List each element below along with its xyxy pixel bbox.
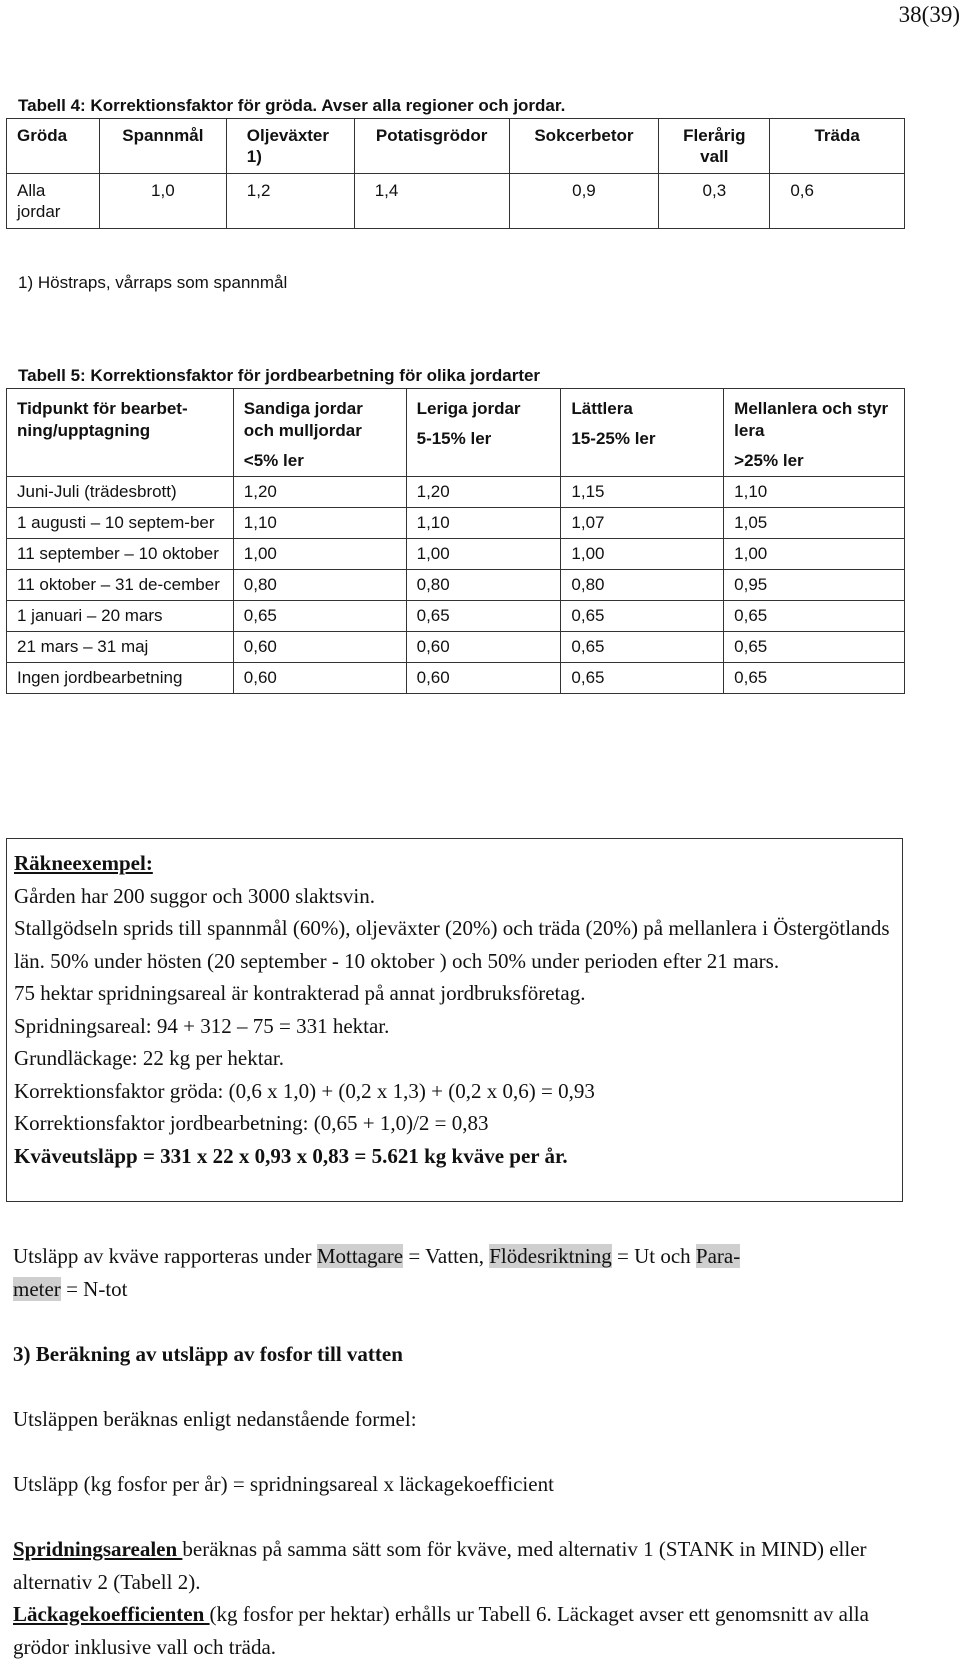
table5-cell: 0,65 (561, 632, 724, 663)
table4-caption: Tabell 4: Korrektionsfaktor för gröda. Avser alla regioner och jordar. (18, 96, 566, 115)
table5-header-title: Lättlera (571, 399, 633, 418)
table5-header-sub: <5% ler (243, 451, 304, 470)
table5-cell: 0,65 (233, 601, 406, 632)
table5-header-cell (724, 389, 905, 477)
table5-header-sub: >25% ler (734, 451, 804, 470)
report-text: = Ut och (611, 1244, 696, 1268)
example-line: 75 hektar spridningsareal är kontrakterad på annat jordbruksföretag. (14, 981, 586, 1005)
table5-header-row (7, 389, 905, 477)
table5-cell: 0,65 (561, 663, 724, 694)
table4-header-cell: Oljeväxter 1) (226, 119, 354, 174)
table-row (7, 508, 905, 539)
table4-cell: 0,6 (770, 174, 905, 229)
table5-cell: 0,65 (724, 632, 905, 663)
table5-cell: 0,65 (561, 601, 724, 632)
table4-cell: Alla jordar (7, 174, 100, 229)
table-row (7, 601, 905, 632)
table4-header-cell: Spannmål (99, 119, 226, 174)
table4-cell: 1,4 (354, 174, 509, 229)
table5-header-cell (233, 389, 406, 477)
highlight-parameter: meter (13, 1277, 61, 1301)
report-paragraph (13, 1240, 893, 1306)
table4-cell: 1,2 (226, 174, 354, 229)
example-heading: Räkneexempel: (14, 851, 153, 875)
table5-cell: 0,65 (406, 601, 561, 632)
table-row (7, 477, 905, 508)
table5-cell: 21 mars – 31 maj (7, 632, 234, 663)
example-line: Stallgödseln sprids till spannmål (60%), oljeväxter (20%) och träda (20%) på mellanlera i Östergötlands län. 50% under hösten (20 september - 10 oktober ) och 50% under perioden efter 21 mars. (14, 916, 890, 973)
table5-cell: 1,15 (561, 477, 724, 508)
table5-cell: 1,10 (406, 508, 561, 539)
table5-header-title: Leriga jordar (416, 399, 521, 418)
table4-header-cell: Potatisgrödor (354, 119, 509, 174)
page-number: 38(39) (898, 2, 960, 27)
table5-header-cell (561, 389, 724, 477)
table5-cell: 1,00 (233, 539, 406, 570)
table5-cell: 11 september – 10 oktober (7, 539, 234, 570)
table5-cell: 0,65 (724, 601, 905, 632)
table5-header-sub: 5-15% ler (416, 429, 492, 448)
table5-cell: 0,60 (406, 663, 561, 694)
example-line: Grundläckage: 22 kg per hektar. (14, 1046, 284, 1070)
table5-cell: 0,60 (233, 663, 406, 694)
spridningsareal-paragraph (13, 1533, 893, 1599)
highlight-flodesriktning: Flödesriktning (489, 1244, 612, 1268)
table4-cell: 0,9 (509, 174, 659, 229)
lackagekoefficient-paragraph (13, 1598, 893, 1664)
highlight-mottagare: Mottagare (316, 1244, 404, 1268)
table5-cell: 1 augusti – 10 septem-ber (7, 508, 234, 539)
table5-cell: 1,20 (406, 477, 561, 508)
report-text: Utsläpp av kväve rapporteras under (13, 1244, 317, 1268)
table4-crop-correction (6, 118, 905, 229)
calculation-example-box (6, 838, 903, 1202)
example-line: Korrektionsfaktor gröda: (0,6 x 1,0) + (0,2 x 1,3) + (0,2 x 0,6) = 0,93 (14, 1078, 595, 1103)
table4-header-cell: Gröda (7, 119, 100, 174)
example-line: Gården har 200 suggor och 3000 slaktsvin. (14, 883, 376, 908)
table5-cell: 1,05 (724, 508, 905, 539)
table5-tillage-correction (6, 388, 905, 694)
term-spridningsarealen: Spridningsarealen (13, 1537, 183, 1561)
table5-header-title: Mellanlera och styr lera (734, 399, 889, 440)
table5-cell: 1 januari – 20 mars (7, 601, 234, 632)
highlight-parameter: Para- (695, 1244, 741, 1268)
table5-cell: 0,80 (406, 570, 561, 601)
example-result: Kväveutsläpp = 331 x 22 x 0,93 x 0,83 = 5.621 kg kväve per år. (14, 1143, 568, 1168)
paragraph-text: beräknas på samma sätt som för kväve, med alternativ 1 (STANK in MIND) eller alternativ 2 (Tabell 2). (13, 1537, 867, 1594)
table5-cell: 0,95 (724, 570, 905, 601)
table5-caption: Tabell 5: Korrektionsfaktor för jordbearbetning för olika jordarter (18, 366, 541, 385)
formula: Utsläpp (kg fosfor per år) = spridningsareal x läckagekoefficient (13, 1472, 554, 1496)
table5-cell: 1,07 (561, 508, 724, 539)
table5-cell: 0,80 (561, 570, 724, 601)
table4-footnote: 1) Höstraps, vårraps som spannmål (18, 273, 288, 292)
table5-cell: 0,60 (406, 632, 561, 663)
term-lackagekoefficienten: Läckagekoefficienten (13, 1602, 210, 1626)
report-text: = Vatten, (403, 1244, 490, 1268)
table-row (7, 570, 905, 601)
table5-header-sub: 15-25% ler (571, 429, 656, 448)
table-row (7, 539, 905, 570)
table5-cell: Ingen jordbearbetning (7, 663, 234, 694)
table5-header-cell (406, 389, 561, 477)
table5-cell: 1,00 (724, 539, 905, 570)
table5-cell: 1,00 (561, 539, 724, 570)
table4-header-row (7, 119, 905, 174)
example-line: Spridningsareal: 94 + 312 – 75 = 331 hektar. (14, 1013, 390, 1038)
table5-cell: 0,65 (724, 663, 905, 694)
table4-cell: 0,3 (659, 174, 770, 229)
table5-header-title: Tidpunkt för bearbet-ning/upptagning (17, 399, 188, 440)
section-heading: 3) Beräkning av utsläpp av fosfor till vatten (13, 1342, 403, 1366)
table4-header-cell: Flerårig vall (659, 119, 770, 174)
table5-cell: 11 oktober – 31 de-cember (7, 570, 234, 601)
table5-header-title: Sandiga jordar och mulljordar (243, 399, 363, 440)
formula-intro: Utsläppen beräknas enligt nedanstående formel: (13, 1407, 417, 1431)
table5-header-cell (7, 389, 234, 477)
table5-cell: 0,80 (233, 570, 406, 601)
table-row (7, 174, 905, 229)
table4-header-cell: Sokcerbetor (509, 119, 659, 174)
table5-cell: 1,20 (233, 477, 406, 508)
table4-header-cell: Träda (770, 119, 905, 174)
table5-cell: Juni-Juli (trädesbrott) (7, 477, 234, 508)
example-line: Korrektionsfaktor jordbearbetning: (0,65 + 1,0)/2 = 0,83 (14, 1111, 489, 1135)
table5-cell: 0,60 (233, 632, 406, 663)
table4-cell: 1,0 (99, 174, 226, 229)
report-text: = N-tot (60, 1277, 128, 1301)
table5-cell: 1,10 (724, 477, 905, 508)
table5-cell: 1,10 (233, 508, 406, 539)
table5-cell: 1,00 (406, 539, 561, 570)
table-row (7, 632, 905, 663)
table-row (7, 663, 905, 694)
paragraph-text: (kg fosfor per hektar) erhålls ur Tabell 6. Läckaget avser ett genomsnitt av alla grödor inklusive vall och träda. (13, 1602, 869, 1659)
